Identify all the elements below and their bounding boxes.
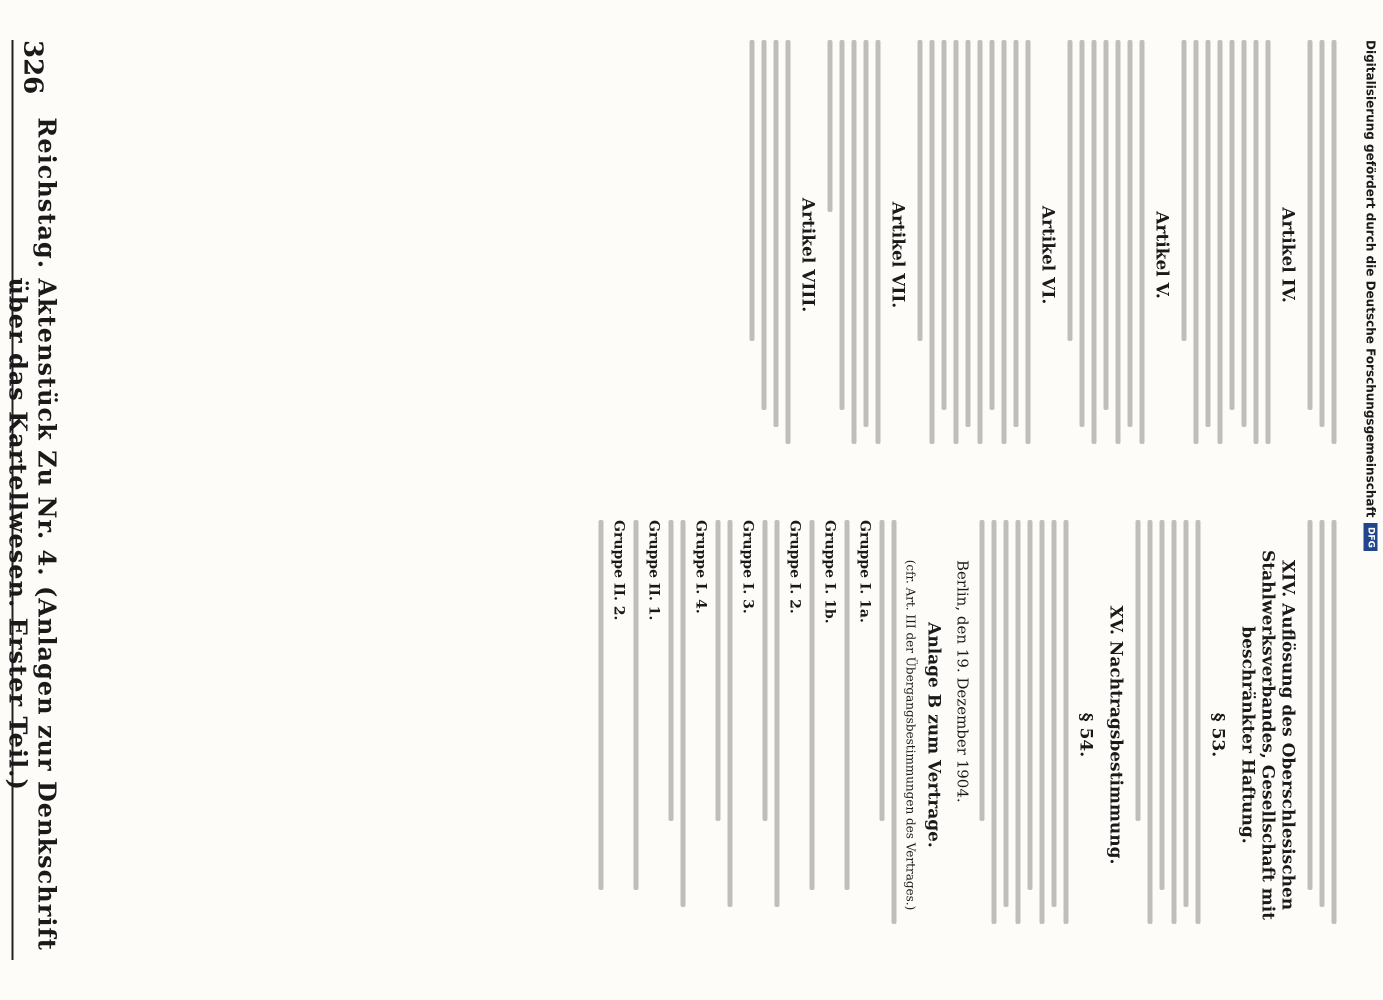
- heading-section-15: XV. Nachtragsbestimmung.: [1105, 605, 1125, 865]
- heading-article-5: Artikel V.: [1151, 211, 1171, 299]
- left-column: [63, 40, 1343, 470]
- page-number: 326: [17, 40, 47, 95]
- group-label: Gruppe II. 1.: [645, 520, 661, 621]
- heading-article-4: Artikel IV.: [1277, 207, 1297, 303]
- annex-reference: (cfr. Art. III der Übergangsbestimmungen des Vertrages.): [903, 559, 917, 911]
- annex-heading: Anlage B zum Vertrage.: [923, 622, 943, 848]
- group-label: Gruppe I. 1b.: [821, 520, 837, 624]
- paragraph-53: § 53.: [1207, 712, 1227, 758]
- paragraph-54: § 54.: [1075, 712, 1095, 758]
- dfg-logo-icon: DFG: [1363, 523, 1377, 551]
- signing-date: Berlin, den 19. Dezember 1904.: [953, 560, 971, 803]
- heading-article-6: Artikel VI.: [1037, 205, 1057, 305]
- group-label: Gruppe II. 2.: [610, 520, 626, 621]
- footer-credit: [1363, 40, 1377, 551]
- page-title: Reichstag. Aktenstück Zu Nr. 4. (Anlagen zur Denkschrift über das Kartellwesen. Erster Teil.): [3, 117, 61, 951]
- right-column: [63, 520, 1343, 950]
- heading-article-8: Artikel VIII.: [797, 197, 817, 313]
- group-label: Gruppe I. 2.: [786, 520, 802, 614]
- heading-article-7: Artikel VII.: [887, 201, 907, 309]
- group-label: Gruppe I. 1a.: [856, 520, 872, 623]
- group-label: Gruppe I. 3.: [739, 520, 755, 614]
- page-header: [3, 40, 61, 960]
- heading-section-14: XIV. Auflösung des Oberschlesischen Stahlwerksverbandes, Gesellschaft mit beschränkter Haftung.: [1237, 549, 1297, 921]
- footer-text: Digitalisierung gefördert durch die Deutsche Forschungsgemeinschaft: [1363, 40, 1377, 518]
- group-label: Gruppe I. 4.: [692, 520, 708, 614]
